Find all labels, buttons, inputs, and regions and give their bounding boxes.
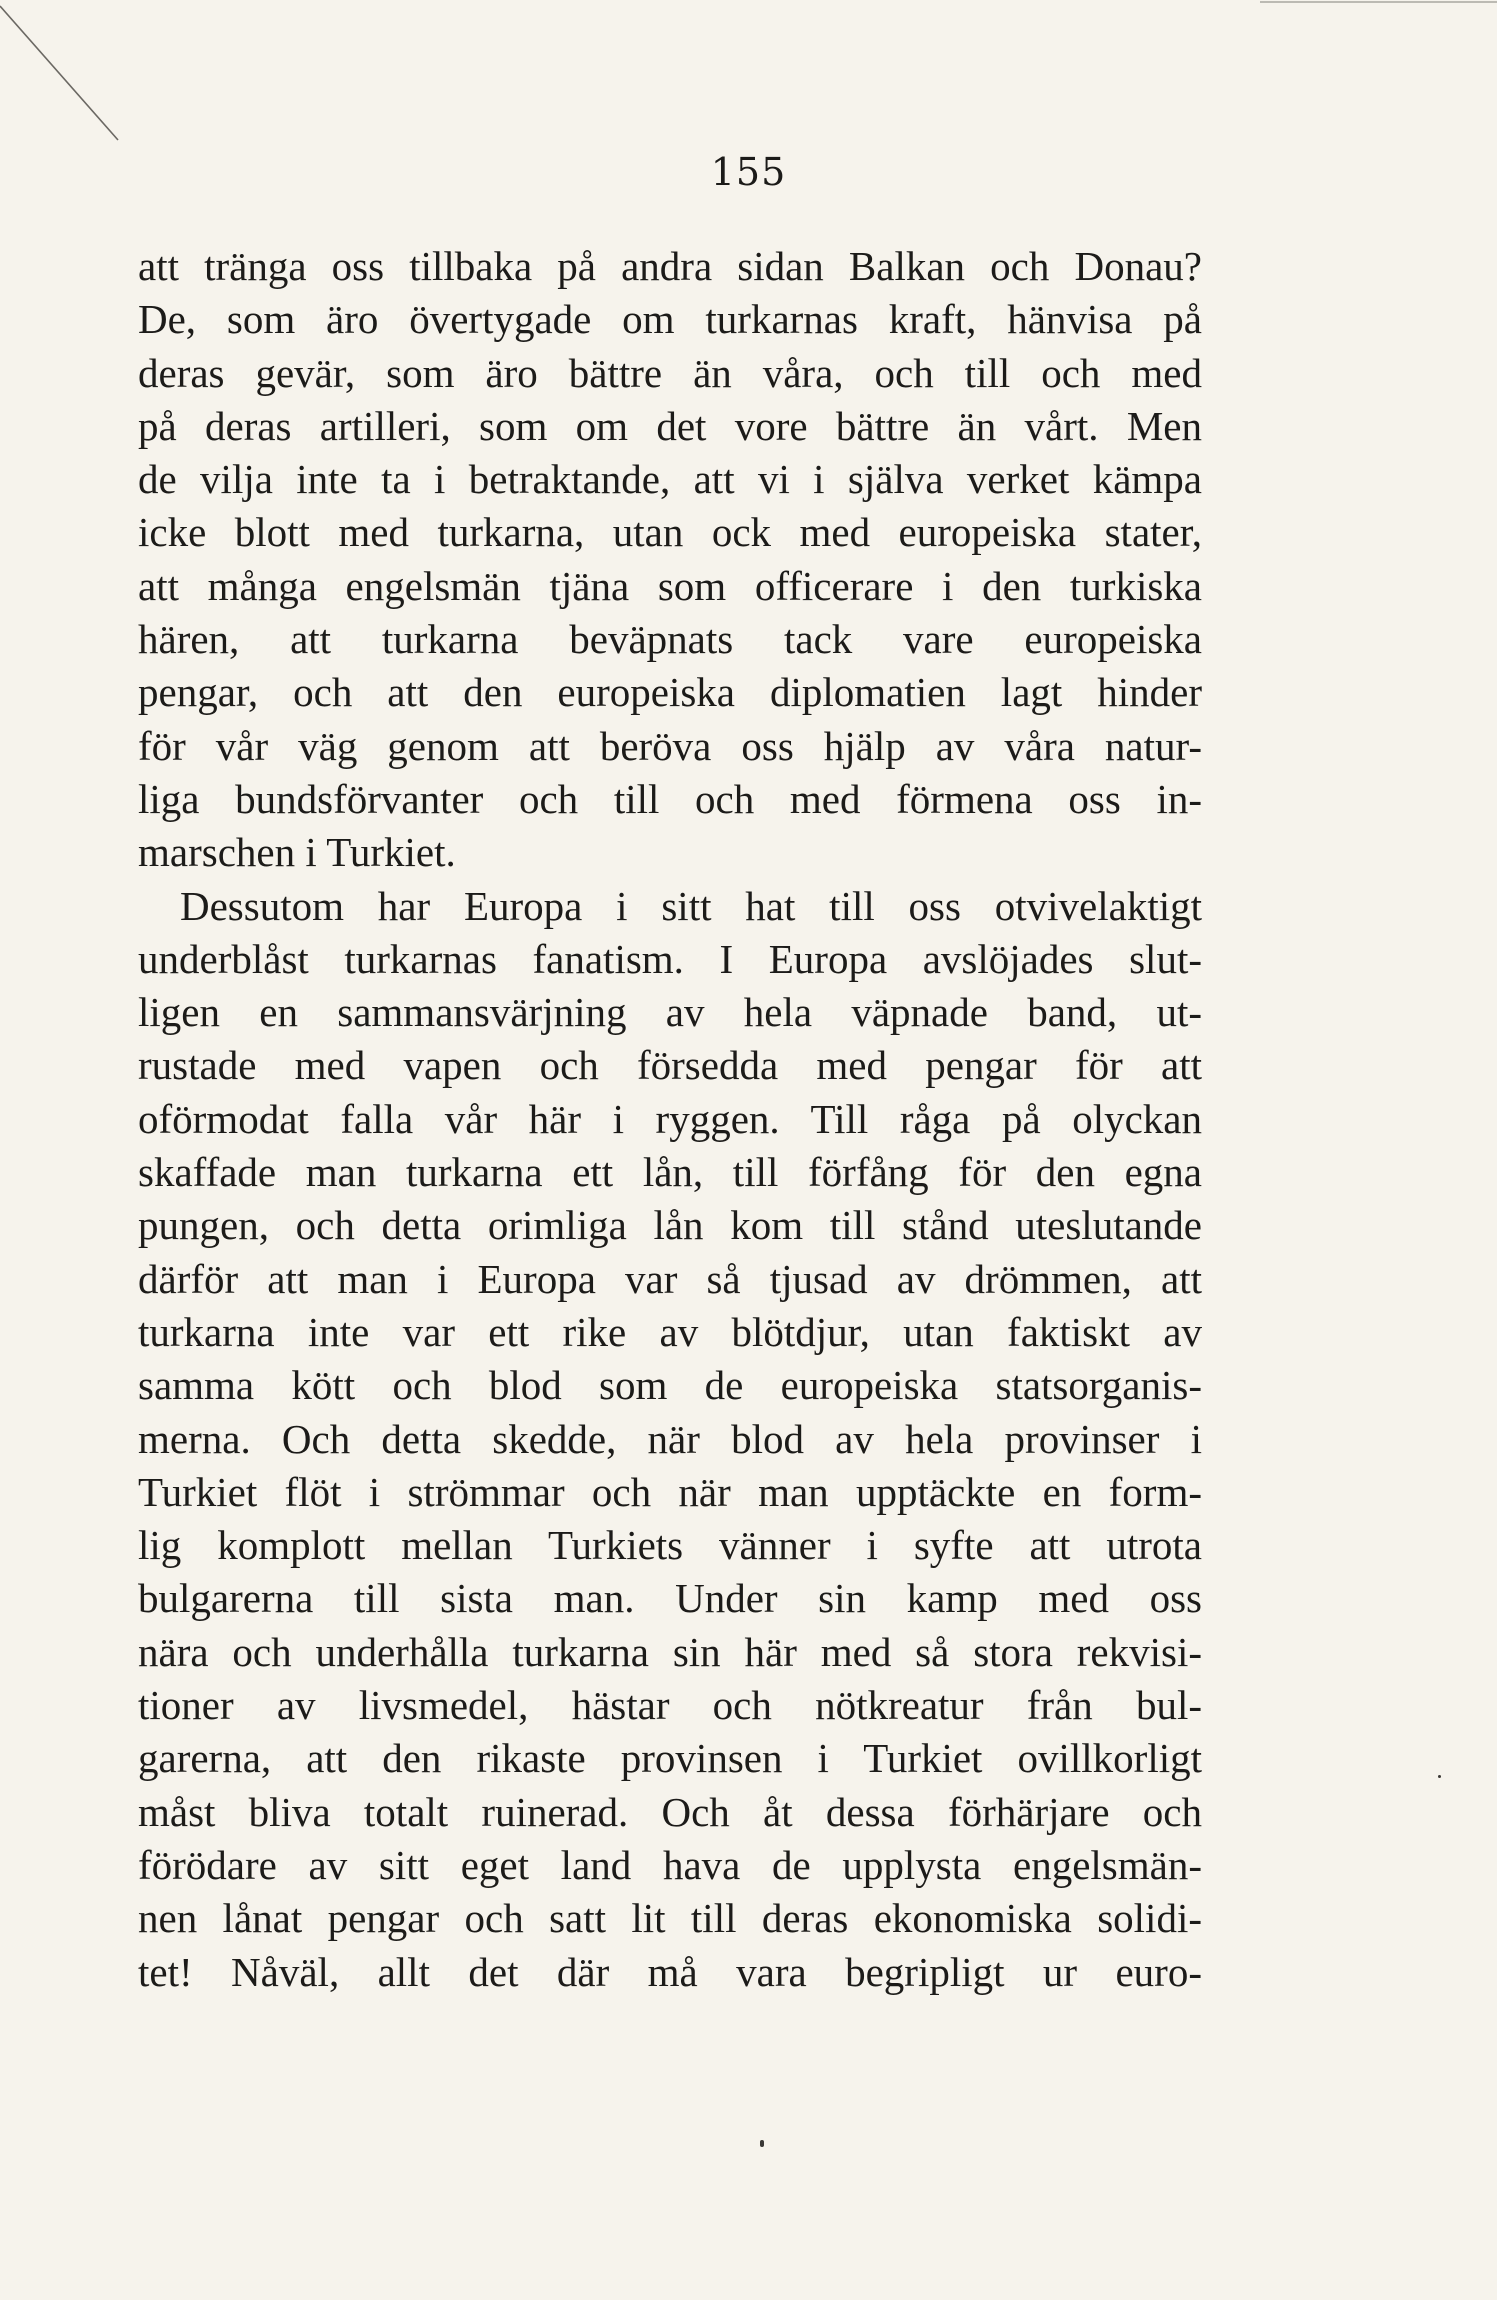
text-line: på deras artilleri, som om det vore bättre än vårt. Men (138, 402, 1202, 449)
text-line: måst bliva totalt ruinerad. Och åt dessa förhärjare och (138, 1788, 1202, 1835)
text-line: ligen en sammansvärjning av hela väpnade band, ut- (138, 989, 1202, 1036)
text-line: tioner av livsmedel, hästar och nötkreatur från bul- (138, 1682, 1202, 1729)
text-line: turkarna inte var ett rike av blötdjur, utan faktiskt av (138, 1308, 1202, 1355)
text-line: icke blott med turkarna, utan ock med europeiska stater, (138, 509, 1202, 556)
text-line: förödare av sitt eget land hava de upplysta engelsmän- (138, 1841, 1202, 1888)
text-line: liga bundsförvanter och till och med förmena oss in- (138, 775, 1202, 822)
text-line: pungen, och detta orimliga lån kom till stånd uteslutande (138, 1202, 1202, 1249)
text-line: skaffade man turkarna ett lån, till förfång för den egna (138, 1149, 1202, 1196)
text-line: därför att man i Europa var så tjusad av drömmen, att (138, 1255, 1202, 1302)
text-line: nära och underhålla turkarna sin här med så stora rekvisi- (138, 1628, 1202, 1675)
text-line: samma kött och blod som de europeiska statsorganis- (138, 1362, 1202, 1409)
text-line: att många engelsmän tjäna som officerare i den turkiska (138, 562, 1202, 609)
text-line: underblåst turkarnas fanatism. I Europa avslöjades slut- (138, 935, 1202, 982)
text-line: de vilja inte ta i betraktande, att vi i själva verket kämpa (138, 456, 1202, 503)
text-line: Turkiet flöt i strömmar och när man upptäckte en form- (138, 1468, 1202, 1515)
ink-speck (1438, 1775, 1441, 1778)
text-line: Dessutom har Europa i sitt hat till oss otvivelaktigt (180, 882, 1202, 929)
text-line: hären, att turkarna beväpnats tack vare europeiska (138, 616, 1202, 663)
text-line: pengar, och att den europeiska diplomatien lagt hinder (138, 669, 1202, 716)
text-line: bulgarerna till sista man. Under sin kamp med oss (138, 1575, 1202, 1622)
text-line: rustade med vapen och försedda med pengar för att (138, 1042, 1202, 1089)
text-line: oförmodat falla vår här i ryggen. Till råga på olyckan (138, 1095, 1202, 1142)
text-line: garerna, att den rikaste provinsen i Turkiet ovillkorligt (138, 1735, 1202, 1782)
text-line: tet! Nåväl, allt det där må vara begripligt ur euro- (138, 1948, 1202, 1995)
text-line: nen lånat pengar och satt lit till deras ekonomiska solidi- (138, 1895, 1202, 1942)
text-line: De, som äro övertygade om turkarnas kraft, hänvisa på (138, 296, 1202, 343)
text-line: merna. Och detta skedde, när blod av hela provinser i (138, 1415, 1202, 1462)
text-line: lig komplott mellan Turkiets vänner i syfte att utrota (138, 1522, 1202, 1569)
page-number: 155 (710, 150, 787, 194)
text-line: deras gevär, som äro bättre än våra, och till och med (138, 349, 1202, 396)
body-text (138, 240, 1202, 1999)
text-line: att tränga oss tillbaka på andra sidan Balkan och Donau? (138, 243, 1202, 289)
text-line: för vår väg genom att beröva oss hjälp av våra natur- (138, 722, 1202, 769)
ink-speck (760, 2140, 764, 2147)
text-line: marschen i Turkiet. (138, 829, 456, 876)
